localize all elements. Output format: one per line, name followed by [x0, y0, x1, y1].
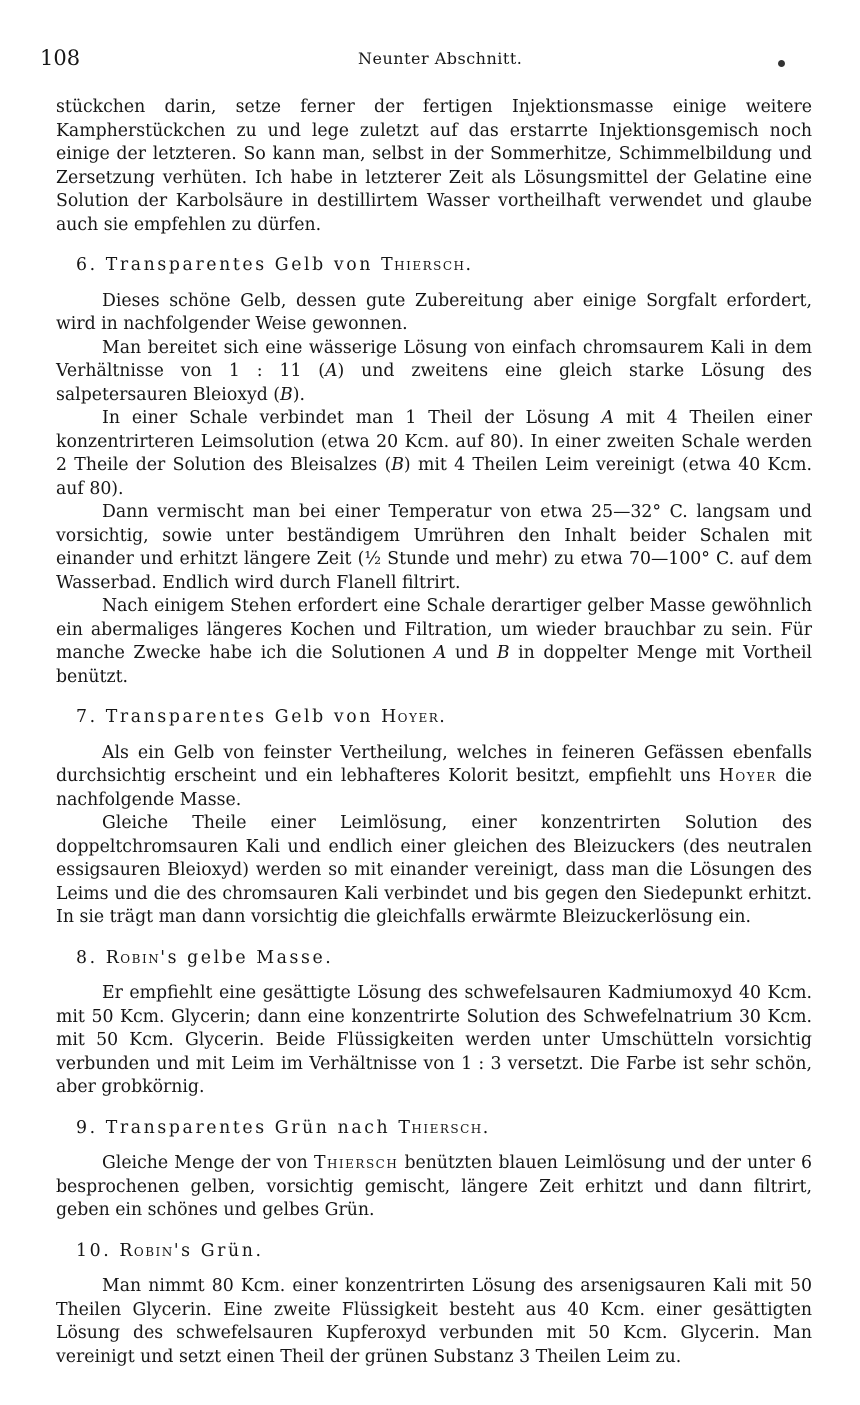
solution-label-b: B — [391, 455, 404, 475]
text-run: in doppelter Menge mit Vortheil benützt. — [56, 643, 812, 687]
section-6-paragraph-3 — [56, 407, 812, 501]
section-8-paragraph-1: Er empfiehlt eine gesättigte Lösung des schwefelsauren Kadmiumoxyd 40 Kcm. mit 50 Kcm. Glycerin; dann eine konzentrirte Solution des Schwefelnatrium 30 Kcm. mit 50 Kcm. Glycerin. Beide Flüssigkeiten werden unter Umschütteln vorsichtig verbunden und mit Leim im Verhältnisse von 1 : 3 versetzt. Die Farbe ist sehr schön, aber grobkörnig. — [56, 983, 812, 1097]
section-7-title: Transparentes Gelb von — [105, 707, 374, 727]
text-run: Nach einigem Stehen erfordert eine Schale derartiger gelber Masse gewöhnlich ein abermaliges längeres Kochen und Filtration, um wieder brauchbar zu sein. Für manche Zwecke habe ich die Solutionen — [56, 596, 812, 663]
running-head: Neunter Abschnitt. — [358, 49, 523, 68]
section-7-heading — [76, 706, 812, 730]
body-text — [56, 96, 812, 1369]
text-run: ) und zweitens eine gleich starke Lösung des salpetersauren Bleioxyd ( — [56, 361, 813, 405]
text-run: Als ein Gelb von feinster Vertheilung, welches in feineren Gefässen ebenfalls durchsichtig erscheint und ein lebhafteres Kolorit besitzt, empfiehlt uns — [56, 742, 812, 786]
section-8-heading — [76, 947, 812, 971]
section-9-heading — [76, 1117, 812, 1141]
section-7-number: 7. — [76, 707, 98, 727]
solution-label-b: B — [496, 643, 510, 663]
author-name: Thiersch — [313, 1153, 399, 1173]
section-8-title: 's gelbe Masse. — [160, 947, 334, 968]
solution-label-a: A — [601, 408, 614, 428]
ink-dot — [778, 60, 785, 67]
text-run: benützten blauen Leimlösung und der unter 6 besprochenen gelben, vorsichtig gemischt, längere Zeit erhitzt und dann filtrirt, geben ein schönes und gelbes Grün. — [56, 1153, 812, 1220]
section-7-author: Hoyer. — [381, 707, 447, 727]
page-header — [40, 40, 810, 70]
section-6-paragraph-1: Dieses schöne Gelb, dessen gute Zubereitung aber einige Sorgfalt erfordert, wird in nachfolgender Weise gewonnen. — [56, 290, 812, 334]
page-number: 108 — [40, 46, 81, 70]
text-run: die nachfolgende Masse. — [56, 766, 812, 810]
section-10-author: Robin — [119, 1240, 174, 1261]
section-6-heading — [76, 254, 812, 278]
section-10-number: 10. — [76, 1240, 112, 1261]
text-run: In einer Schale verbindet man 1 Theil der Lösung — [102, 408, 602, 428]
text-run: mit 4 Theilen einer konzentrirteren Leimsolution (etwa 20 Kcm. auf 80). In einer zweiten Schale werden 2 Theile der Solution des Bleisalzes ( — [56, 408, 812, 475]
section-6-title: Transparentes Gelb von — [105, 255, 374, 275]
section-9-author: Thiersch. — [398, 1117, 490, 1138]
solution-label-a: A — [433, 643, 447, 663]
text-run: ). — [292, 384, 305, 405]
section-10-heading — [76, 1240, 812, 1264]
text-run: Gleiche Menge der von — [102, 1153, 314, 1173]
section-6-number: 6. — [76, 255, 98, 275]
section-10-title: 's Grün. — [173, 1240, 264, 1261]
section-9-number: 9. — [76, 1117, 98, 1138]
section-7-paragraph-1 — [56, 742, 812, 813]
section-6-paragraph-2 — [56, 337, 812, 408]
section-6-author: Thiersch. — [381, 255, 473, 275]
text-run: und — [446, 643, 497, 663]
solution-label-a: A — [325, 361, 338, 381]
section-6-paragraph-4: Dann vermischt man bei einer Temperatur von etwa 25—32° C. langsam und vorsichtig, sowie unter beständigem Umrühren den Inhalt beider Schalen mit einander und erhitzt längere Zeit (½ Stunde und mehr) zu etwa 70—100° C. auf dem Wasserbad. Endlich wird durch Flanell filtrirt. — [56, 502, 812, 593]
intro-paragraph: stückchen darin, setze ferner der fertigen Injektionsmasse einige weitere Kampherstückchen zu und lege zuletzt auf das erstarrte Injektionsgemisch noch einige der letzteren. So kann man, selbst in der Sommerhitze, Schimmelbildung und Zersetzung verhüten. Ich habe in letzterer Zeit als Lösungsmittel der Gelatine eine Solution der Karbolsäure in destillirtem Wasser vortheilhaft verwendet und glaube auch sie empfehlen zu dürfen. — [56, 97, 812, 235]
section-8-number: 8. — [76, 947, 98, 968]
section-9-title: Transparentes Grün nach — [105, 1117, 391, 1138]
author-name: Hoyer — [718, 766, 777, 786]
text-run: Man bereitet sich eine wässerige Lösung von einfach chromsaurem Kali in dem Verhältnisse von 1 : 11 ( — [56, 337, 812, 381]
section-9-paragraph-1 — [56, 1152, 812, 1223]
section-10-paragraph-1: Man nimmt 80 Kcm. einer konzentrirten Lösung des arsenigsauren Kali mit 50 Theilen Glycerin. Eine zweite Flüssigkeit besteht aus 40 Kcm. einer gesättigten Lösung des schwefelsauren Kupferoxyd verbunden mit 50 Kcm. Glycerin. Man vereinigt und setzt einen Theil der grünen Substanz 3 Theilen Leim zu. — [56, 1276, 812, 1367]
section-8-author: Robin — [105, 947, 161, 968]
section-6-paragraph-5 — [56, 595, 812, 689]
section-7-paragraph-2: Gleiche Theile einer Leimlösung, einer konzentrirten Solution des doppeltchromsauren Kali und endlich einer gleichen des Bleizuckers (des neutralen essigsauren Bleioxyd) werden so mit einander vereinigt, dass man die Lösungen des Leims und die des chromsauren Kali verbindet und bis gegen den Siedepunkt erhitzt. In sie trägt man dann vorsichtig die gleichfalls erwärmte Bleizuckerlösung ein. — [56, 813, 812, 927]
text-run: ) mit 4 Theilen Leim vereinigt (etwa 40 Kcm. auf 80). — [56, 455, 812, 499]
solution-label-b: B — [280, 384, 293, 405]
